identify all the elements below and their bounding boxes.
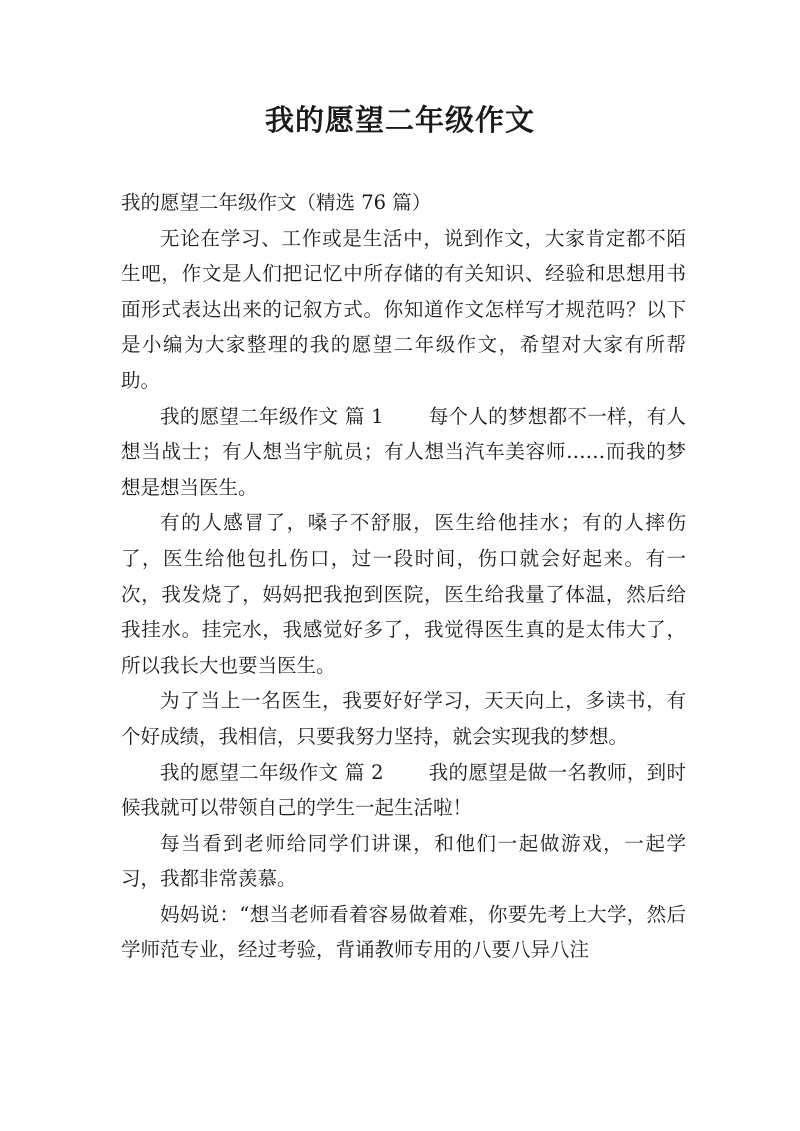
essay-1-first-text: 每个人的梦想都不一样，有人想当战士；有人想当宇航员；有人想当汽车美容师……而我的梦想是想当医生。 — [121, 404, 686, 499]
subtitle-line: 我的愿望二年级作文（精选 76 篇） — [121, 191, 432, 214]
essay-2-paragraph-3: 妈妈说：“想当老师看着容易做着难，你要先考上大学，然后学师范专业，经过考验，背诵教师专用的八要八异八注 — [121, 902, 686, 962]
essay-2-heading: 我的愿望二年级作文 篇 2 — [160, 760, 384, 784]
essay-2-paragraph-2: 每当看到老师给同学们讲课，和他们一起做游戏，一起学习，我都非常羡慕。 — [121, 831, 686, 891]
intro-paragraph: 无论在学习、工作或是生活中，说到作文，大家肯定都不陌生吧，作文是人们把记忆中所存储的有关知识、经验和思想用书面形式表达出来的记叙方式。你知道作文怎样写才规范吗？以下是小编为大家整理的我的愿望二年级作文，希望对大家有所帮助。 — [121, 226, 686, 392]
document-title: 我的愿望二年级作文 — [264, 103, 535, 137]
essay-1-paragraph-3: 为了当上一名医生，我要好好学习，天天向上，多读书，有个好成绩，我相信，只要我努力坚持，就会实现我的梦想。 — [121, 689, 686, 748]
essay-1-paragraph-2: 有的人感冒了，嗓子不舒服，医生给他挂水；有的人摔伤了，医生给他包扎伤口，过一段时间，伤口就会好起来。有一次，我发烧了，妈妈把我抱到医院，医生给我量了体温，然后给我挂水。挂完水，我感觉好多了，我觉得医生真的是太伟大了，所以我长大也要当医生。 — [121, 511, 686, 677]
essay-1-opening-paragraph — [121, 399, 686, 506]
document-body — [121, 185, 686, 968]
essay-2-first-text: 我的愿望是做一名教师，到时候我就可以带领自己的学生一起生活啦！ — [121, 760, 686, 820]
essay-2-opening-paragraph — [121, 755, 686, 826]
essay-1-heading: 我的愿望二年级作文 篇 1 — [160, 404, 384, 428]
